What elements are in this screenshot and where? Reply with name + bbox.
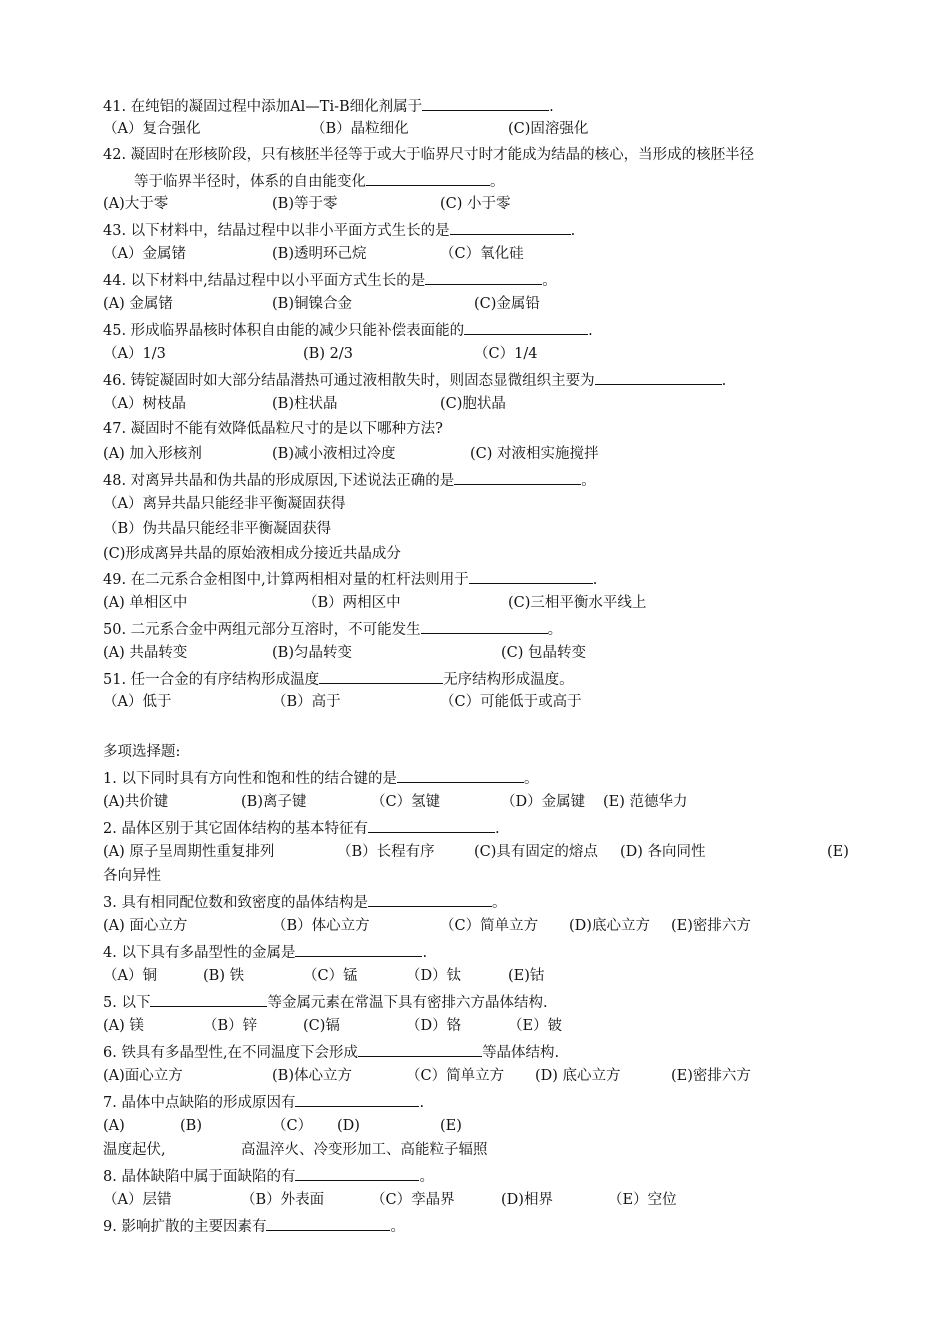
option-b: (B)柱状晶 [272,396,338,412]
question-stem: 46. 铸锭凝固时如大部分结晶潜热可通过液相散失时，则固态显微组织主要为 [103,373,595,389]
answer-blank [319,668,443,684]
question-51 [103,668,574,688]
question-49 [103,568,597,588]
question-m3 [103,891,506,911]
question-stem: 41. 在纯铝的凝固过程中添加Al—Ti-B细化剂属于 [103,99,423,115]
question-stem: 4. 以下具有多晶型性的金属是 [103,945,296,961]
option-a: （A）低于 [103,694,172,710]
question-stem: 49. 在二元系合金相图中,计算两相相对量的杠杆法则用于 [103,572,469,588]
option-e: (E) 范德华力 [603,794,688,810]
option-d: (D) [337,1118,360,1134]
question-m4 [103,941,427,961]
question-46 [103,369,726,389]
question-47: 47. 凝固时不能有效降低晶粒尺寸的是以下哪种方法? [103,421,443,437]
option-c: （C）锰 [303,968,358,984]
question-stem: 50. 二元系合金中两组元部分互溶时，不可能发生 [103,622,421,638]
question-45 [103,319,593,339]
question-m7 [103,1091,424,1111]
option-b: (B)等于零 [272,196,338,212]
option-b: （B）高于 [272,694,341,710]
option-d: (D) 各向同性 [620,844,706,860]
option-b: (B) 铁 [203,968,245,984]
question-stem: 1. 以下同时具有方向性和饱和性的结合键的是 [103,771,397,787]
option-a: （A）铜 [103,968,157,984]
question-stem: 43. 以下材料中，结晶过程中以非小平面方式生长的是 [103,223,450,239]
option-a: (A) 共晶转变 [103,645,188,661]
question-stem: 3. 具有相同配位数和致密度的晶体结构是 [103,895,368,911]
option-b: （B）伪共晶只能经非平衡凝固获得 [103,521,332,537]
option-d: (D)相界 [501,1192,553,1208]
answer-blank [366,170,490,186]
answer-blank [397,767,524,783]
option-c: (C) 包晶转变 [501,645,587,661]
option-a: (A) 原子呈周期性重复排列 [103,844,275,860]
question-m9 [103,1215,405,1235]
option-e: (E)密排六方 [671,1068,751,1084]
section-title: 多项选择题: [103,744,181,760]
option-c: (C)形成离异共晶的原始液相成分接近共晶成分 [103,546,401,562]
answer-blank [595,369,722,385]
question-48 [103,469,596,489]
option-b: (B) 2/3 [303,346,353,362]
option-c: (C)三相平衡水平线上 [508,595,647,611]
option-c: （C）孪晶界 [371,1192,455,1208]
option-a: （A）1/3 [103,346,166,362]
question-stem: 51. 任一合金的有序结构形成温度 [103,672,320,688]
option-d: (D)底心立方 [569,918,650,934]
option-b: (B)离子键 [241,794,307,810]
option-b: (B) [180,1118,202,1134]
question-stem-end: 无序结构形成温度。 [443,672,574,688]
option-e: （E）铍 [508,1018,563,1034]
option-c: (C)固溶强化 [508,121,589,137]
option-b: （B）晶粒细化 [311,121,409,137]
option-b: （B）长程有序 [337,844,435,860]
question-stem-end: 。 [523,771,539,787]
question-stem: 48. 对离异共晶和伪共晶的形成原因,下述说法正确的是 [103,473,455,489]
option-c: (C)胞状晶 [440,396,506,412]
question-m8 [103,1165,434,1185]
answer-blank [295,1165,419,1181]
option-a: （A）树枝晶 [103,396,186,412]
option-e: (E)钴 [508,968,545,984]
question-stem: 6. 铁具有多晶型性,在不同温度下会形成 [103,1045,359,1061]
question-stem: 2. 晶体区别于其它固体结构的基本特征有 [103,821,368,837]
question-m2 [103,817,500,837]
option-d: （D）铬 [406,1018,462,1034]
question-stem-end: . [570,223,576,239]
option-b: (B)减小液相过冷度 [272,446,396,462]
question-stem-end: . [721,373,727,389]
option-e: （E）空位 [608,1192,677,1208]
question-44 [103,269,557,289]
option-a: (A)面心立方 [103,1068,183,1084]
option-a: (A) 单相区中 [103,595,188,611]
option-b: （B）体心立方 [272,918,370,934]
question-50 [103,618,562,638]
option-bcde-text: 高温淬火、冷变形加工、高能粒子辐照 [241,1142,488,1158]
option-e: (E)密排六方 [671,918,751,934]
question-stem-end: 。 [491,895,507,911]
question-stem: 44. 以下材料中,结晶过程中以小平面方式生长的是 [103,273,426,289]
question-stem-end: 。 [390,1219,405,1235]
option-b: (B)匀晶转变 [272,645,352,661]
question-stem: 45. 形成临界晶核时体积自由能的减少只能补偿表面能的 [103,323,465,339]
question-stem-end: 。 [581,473,596,489]
question-stem-end: 。 [490,174,505,190]
option-b: (B)体心立方 [272,1068,352,1084]
answer-blank [421,618,548,634]
option-c: （C）简单立方 [406,1068,505,1084]
option-c: （C）氢键 [371,794,441,810]
question-stem: 9. 影响扩散的主要因素有 [103,1219,267,1235]
option-c: (C)金属铅 [474,296,540,312]
option-d: （D）金属键 [501,794,586,810]
question-stem-end: . [494,821,500,837]
answer-blank [150,991,267,1007]
answer-blank [450,219,571,235]
option-c: （C） [272,1118,313,1134]
option-a: （A）层错 [103,1192,172,1208]
answer-blank [425,269,542,285]
question-stem-end: 等晶体结构. [482,1045,560,1061]
question-43 [103,219,575,239]
answer-blank [454,469,581,485]
option-e: (E) [440,1118,462,1134]
question-stem-end: 。 [542,273,557,289]
answer-blank [422,95,549,111]
option-a: （A）离异共晶只能经非平衡凝固获得 [103,496,346,512]
question-stem-end: . [549,99,554,115]
question-42: 42. 凝固时在形核阶段，只有核胚半径等于或大于临界尺寸时才能成为结晶的核心，当形成的核胚半径 [103,147,755,163]
option-a: (A)共价键 [103,794,169,810]
question-stem: 7. 晶体中点缺陷的形成原因有 [103,1095,296,1111]
option-a: (A) 加入形核剂 [103,446,202,462]
question-m1 [103,767,538,787]
answer-blank [266,1215,390,1231]
option-a-text: 温度起伏, [103,1142,166,1158]
option-c: （C）氧化硅 [440,246,524,262]
option-e: (E) [827,844,849,860]
option-d: （D）钛 [406,968,462,984]
option-b: （B）锌 [203,1018,258,1034]
option-e-continued: 各向异性 [103,868,161,884]
option-a: （A）复合强化 [103,121,201,137]
option-c: (C)镉 [303,1018,340,1034]
question-stem: 等于临界半径时，体系的自由能变化 [134,174,366,190]
option-b: (B)透明环己烷 [272,246,367,262]
option-b: （B）外表面 [241,1192,325,1208]
question-stem: 8. 晶体缺陷中属于面缺陷的有 [103,1169,296,1185]
question-stem-end: . [422,945,428,961]
option-c: （C）可能低于或高于 [440,694,582,710]
question-stem-end: . [592,572,598,588]
option-a: （A）金属锗 [103,246,186,262]
question-stem-end: 。 [419,1169,434,1185]
option-b: (B)铜镍合金 [272,296,352,312]
option-a: (A) [103,1118,125,1134]
option-a: (A) 镁 [103,1018,144,1034]
question-m6 [103,1041,559,1061]
question-stem-end: . [419,1095,425,1111]
option-a: (A)大于零 [103,196,169,212]
option-a: (A) 金属锗 [103,296,173,312]
option-c: (C) 对液相实施搅拌 [470,446,599,462]
answer-blank [368,891,492,907]
option-c: (C)具有固定的熔点 [474,844,598,860]
option-c: (C) 小于零 [440,196,511,212]
answer-blank [469,568,593,584]
question-42-continued [134,170,505,190]
option-a: (A) 面心立方 [103,918,188,934]
answer-blank [295,941,422,957]
question-stem-end: 等金属元素在常温下具有密排六方晶体结构. [267,995,548,1011]
question-stem-end: . [588,323,593,339]
answer-blank [358,1041,482,1057]
question-41 [103,95,554,115]
option-d: (D) 底心立方 [535,1068,621,1084]
option-c: （C）1/4 [474,346,538,362]
question-stem-end: 。 [547,622,563,638]
option-c: （C）简单立方 [440,918,539,934]
answer-blank [464,319,588,335]
answer-blank [295,1091,419,1107]
answer-blank [368,817,495,833]
question-stem: 5. 以下 [103,995,151,1011]
option-b: （B）两相区中 [303,595,401,611]
question-m5 [103,991,548,1011]
